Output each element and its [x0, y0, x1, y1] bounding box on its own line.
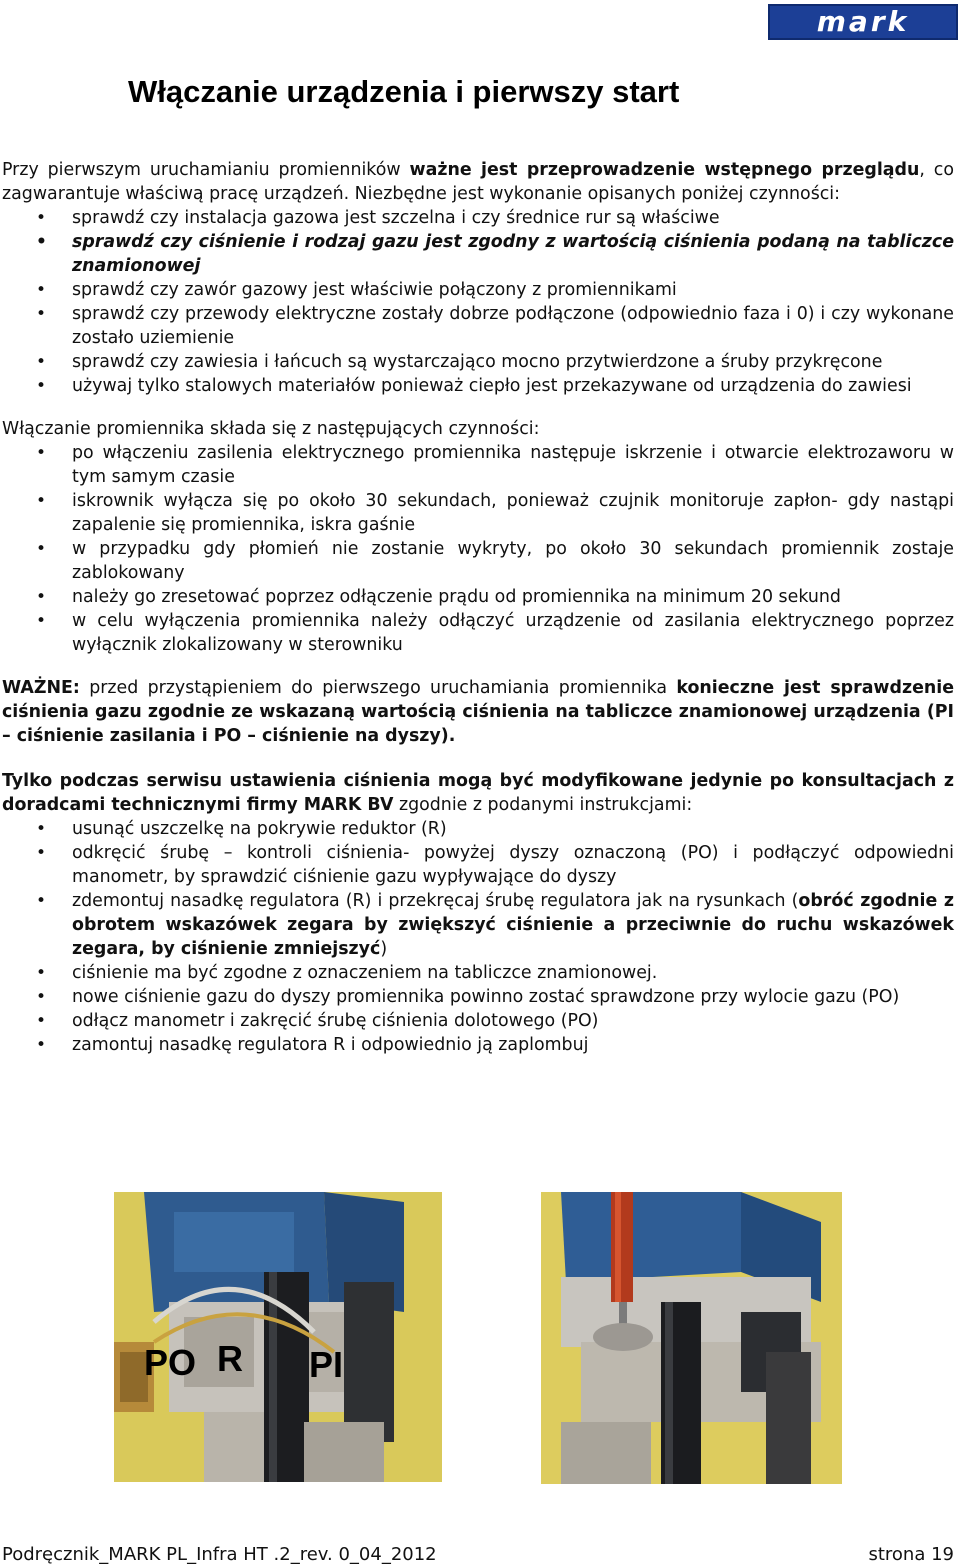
list-item: • sprawdź czy przewody elektryczne zostały dobrze podłączone (odpowiednio faza i 0) i czy wykonane zostało uziemienie	[2, 302, 954, 350]
footer-page-number: strona 19	[868, 1544, 954, 1565]
list-item: • sprawdź czy instalacja gazowa jest szczelna i czy średnice rur są właściwe	[2, 206, 954, 230]
list-item: • odłącz manometr i zakręcić śrubę ciśnienia dolotowego (PO)	[2, 1009, 954, 1033]
mark-logo	[768, 4, 958, 40]
page-title: Włączanie urządzenia i pierwszy start	[128, 74, 680, 109]
startup-heading: Włączanie promiennika składa się z następujących czynności:	[2, 419, 540, 439]
list-item-text: zdemontuj nasadkę regulatora (R) i przekręcaj śrubę regulatora jak na rysunkach (	[72, 891, 799, 911]
regulator-illustration	[541, 1192, 842, 1484]
label-pi: PI	[309, 1344, 344, 1385]
page-footer	[2, 1544, 954, 1566]
intro-text-c: , co zagwarantuje właściwą pracę urządzeń. Niezbędne jest wykonanie opisanych poniżej czynności:	[2, 160, 954, 204]
list-item: • sprawdź czy zawór gazowy jest właściwie połączony z promiennikami	[2, 278, 954, 302]
list-item: • sprawdź czy ciśnienie i rodzaj gazu jest zgodny z wartością ciśnienia podaną na tabliczce znamionowej	[2, 230, 954, 278]
service-bold: Tylko podczas serwisu ustawienia ciśnienia mogą być modyfikowane jedynie po konsultacjach z doradcami technicznymi firmy MARK BV	[2, 771, 954, 815]
important-label: WAŻNE:	[2, 678, 80, 698]
list-item: • usunąć uszczelkę na pokrywie reduktor (R)	[2, 817, 954, 841]
label-po: PO	[144, 1342, 197, 1383]
list-item: • należy go zresetować poprzez odłączenie prądu od promiennika na minimum 20 sekund	[2, 585, 954, 609]
list-item	[2, 889, 954, 961]
service-paragraph	[2, 769, 954, 817]
logo-text: mark	[816, 5, 910, 38]
list-item: • w celu wyłączenia promiennika należy odłączyć urządzenie od zasilania elektrycznego poprzez wyłącznik zlokalizowany w sterowniku	[2, 609, 954, 657]
list-item: • zamontuj nasadkę regulatora R i odpowiednio ją zaplombuj	[2, 1033, 954, 1057]
regulator-adjustment-photo	[541, 1192, 842, 1484]
list-item: • używaj tylko stalowych materiałów ponieważ ciepło jest przekazywane od urządzenia do zawiesi	[2, 374, 954, 398]
important-text: przed przystąpieniem do pierwszego uruchamiania promiennika	[79, 678, 677, 698]
intro-text-bold: ważne jest przeprowadzenie wstępnego przeglądu	[409, 160, 920, 180]
list-item: • w przypadku gdy płomień nie zostanie wykryty, po około 30 sekundach promiennik zostaje zablokowany	[2, 537, 954, 585]
list-item: • odkręcić śrubę – kontroli ciśnienia- powyżej dyszy oznaczoną (PO) i podłączyć odpowiedni manometr, by sprawdzić ciśnienie gazu wypływające do dyszy	[2, 841, 954, 889]
gas-valve-illustration	[114, 1192, 442, 1482]
important-note	[2, 676, 954, 748]
label-r: R	[217, 1338, 243, 1379]
important-text-bold: konieczne jest sprawdzenie ciśnienia gazu zgodnie ze wskazaną wartością ciśnienia na tabliczce znamionowej urządzenia (PI – ciśnienie zasilania i PO – ciśnienie na dyszy).	[2, 678, 954, 746]
list-item: • po włączeniu zasilenia elektrycznego promiennika następuje iskrzenie i otwarcie elektrozaworu w tym samym czasie	[2, 441, 954, 489]
list-item: • nowe ciśnienie gazu do dyszy promiennika powinno zostać sprawdzone przy wylocie gazu (PO)	[2, 985, 954, 1009]
gas-valve-photo-labeled	[114, 1192, 442, 1482]
list-item: • sprawdź czy zawiesia i łańcuch są wystarczająco mocno przytwierdzone a śruby przykręcone	[2, 350, 954, 374]
list-item: • iskrownik wyłącza się po około 30 sekundach, ponieważ czujnik monitoruje zapłon- gdy nastąpi zapalenie się promiennika, iskra gaśnie	[2, 489, 954, 537]
document-body	[2, 158, 954, 1057]
startup-list	[2, 441, 954, 657]
list-item-bold: obróć zgodnie z obrotem wskazówek zegara by zwiększyć ciśnienie a przeciwnie do ruchu wskazówek zegara, by ciśnienie zmniejszyć	[72, 891, 954, 959]
service-list	[2, 817, 954, 1057]
footer-document-id: Podręcznik_MARK PL_Infra HT .2_rev. 0_04_2012	[2, 1544, 437, 1565]
intro-paragraph	[2, 158, 954, 206]
service-rest: zgodnie z podanymi instrukcjami:	[393, 795, 693, 815]
intro-text-a: Przy pierwszym uruchamianiu promienników	[2, 160, 410, 180]
checklist	[2, 206, 954, 398]
list-item-after: )	[380, 939, 388, 959]
list-item: • ciśnienie ma być zgodne z oznaczeniem na tabliczce znamionowej.	[2, 961, 954, 985]
